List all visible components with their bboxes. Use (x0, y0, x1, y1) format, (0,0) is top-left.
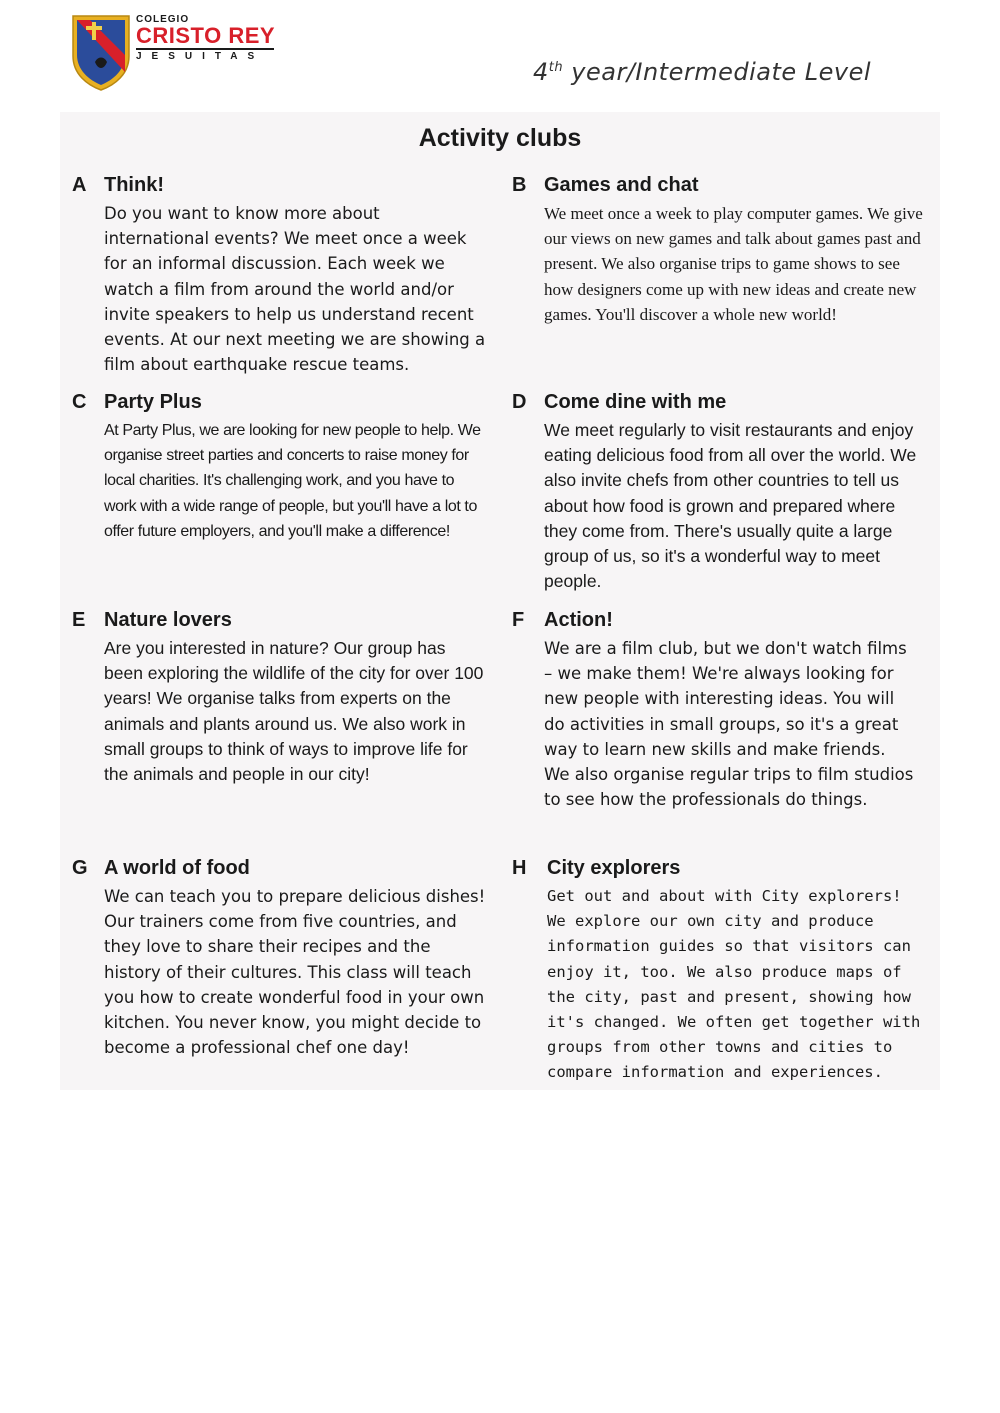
club-description: We can teach you to prepare delicious dishes! Our trainers come from five countries, and they love to share their recipes and the history of their cultures. This class will teach you how to create wonderful food in your own kitchen. You never know, you might decide to become a professional chef one day! (104, 887, 486, 1058)
level-number: 4 (533, 58, 549, 86)
club-name: Games and chat (544, 174, 699, 196)
club-description: We meet once a week to play computer games. We give our views on new games and talk about games past and present. We also organise trips to game shows to see how designers come up with new ideas and create new games. You'll discover a whole new world! (544, 204, 923, 324)
logo-divider (136, 48, 274, 50)
club-letter: A (72, 174, 87, 196)
club-party-plus (72, 391, 492, 544)
club-games-and-chat (512, 174, 932, 327)
club-name: Come dine with me (544, 391, 727, 413)
club-letter: F (512, 609, 525, 631)
level-label (533, 58, 871, 86)
club-name: Nature lovers (104, 609, 232, 631)
club-letter: E (72, 609, 86, 631)
logo-jesuitas-text: JESUITAS (136, 51, 265, 62)
school-logo (70, 12, 285, 92)
logo-colegio-text: COLEGIO (136, 14, 190, 25)
club-name: Action! (544, 609, 613, 631)
club-letter: C (72, 391, 87, 413)
club-description: We are a film club, but we don't watch films – we make them! We're always looking for new people with interesting ideas. You will do activities in small groups, so it's a great way to learn new skills and make friends. We also organise regular trips to film studios to see how the professionals do things. (544, 639, 914, 810)
club-come-dine-with-me (512, 391, 932, 594)
club-nature-lovers (72, 609, 492, 787)
club-description: At Party Plus, we are looking for new people to help. We organise street parties and concerts to raise money for local charities. It's challenging work, and you have to work with a wide range of people, but you'll have a lot to offer future employers, and you'll make a difference! (104, 422, 481, 540)
club-name: City explorers (547, 857, 681, 879)
club-name: Think! (104, 174, 164, 196)
club-letter: G (72, 857, 88, 879)
club-letter: H (512, 857, 527, 879)
level-text: year/Intermediate Level (571, 58, 872, 86)
club-city-explorers (512, 857, 932, 1086)
club-name: Party Plus (104, 391, 202, 413)
club-a-world-of-food (72, 857, 492, 1060)
club-name: A world of food (104, 857, 250, 879)
school-crest-icon (70, 12, 132, 92)
club-action (512, 609, 932, 812)
club-description: Do you want to know more about international events? We meet once a week for an informal discussion. Each week we watch a film from around the world and/or invite speakers to help us understand recent events. At our next meeting we are showing a film about earthquake rescue teams. (104, 204, 486, 375)
club-letter: D (512, 391, 527, 413)
logo-school-name: CRISTO REY (136, 23, 276, 48)
page-title: Activity clubs (418, 124, 582, 152)
club-letter: B (512, 174, 527, 196)
club-description: Are you interested in nature? Our group has been exploring the wildlife of the city for over 100 years! We organise talks from experts on the animals and plants around us. We also work in small groups to think of ways to improve life for the animals and people in our city! (104, 638, 484, 785)
club-think (72, 174, 492, 377)
level-ordinal: th (548, 60, 564, 75)
club-description: Get out and about with City explorers! We explore our own city and produce information guides so that visitors can enjoy it, too. We also produce maps of the city, past and present, showing how it's changed. We often get together with groups from other towns and cities to compare information and experiences. (547, 887, 921, 1082)
club-description: We meet regularly to visit restaurants and enjoy eating delicious food from all over the world. We also invite chefs from other countries to tell us about how food is grown and prepared where they come from. There's usually quite a large group of us, so it's a wonderful way to meet people. (544, 420, 917, 592)
